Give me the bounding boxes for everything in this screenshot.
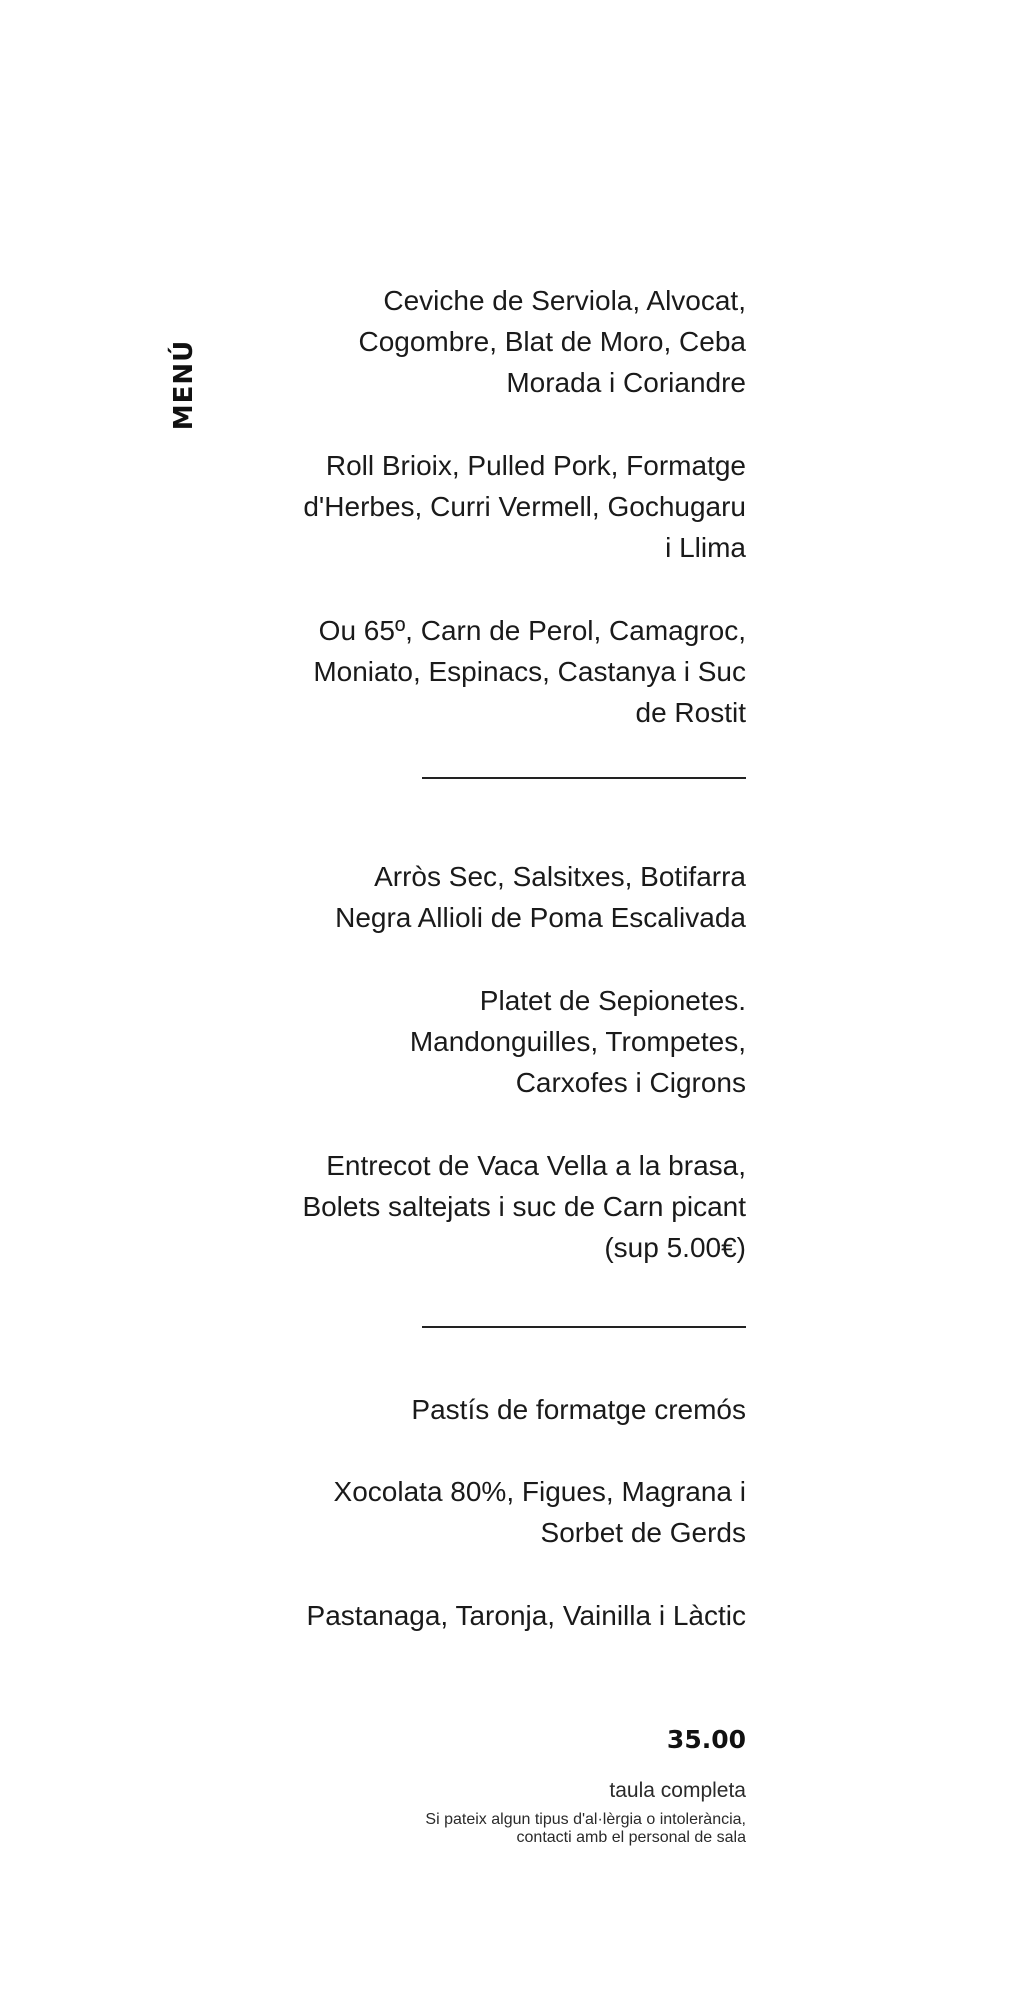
menu-section-mains-3 [226, 1145, 746, 1268]
dish-item: Pastís de formatge cremós [411, 1394, 746, 1425]
price-note: taula completa [609, 1779, 746, 1802]
menu-price: 35.00 [666, 1725, 746, 1754]
section-divider [422, 777, 746, 779]
menu-title: MENÚ [169, 339, 199, 431]
menu-section-desserts-2 [226, 1471, 746, 1553]
menu-section-desserts [226, 1389, 746, 1430]
menu-section-desserts-3 [226, 1595, 746, 1636]
dish-item: Platet de Sepionetes. Mandonguilles, Trompetes, Carxofes i Cigrons [409, 985, 746, 1098]
dish-item: Roll Brioix, Pulled Pork, Formatge d'Herbes, Curri Vermell, Gochugaru i Llima [303, 450, 746, 563]
menu-section-mains [226, 856, 746, 938]
dish-item: Ou 65º, Carn de Perol, Camagroc, Moniato, Espinacs, Castanya i Suc de Rostit [313, 615, 746, 728]
allergy-note: Si pateix algun tipus d'al·lèrgia o intolerància, contacti amb el personal de sala [425, 1811, 746, 1846]
dish-item: Pastanaga, Taronja, Vainilla i Làctic [306, 1600, 746, 1631]
dish-item: Xocolata 80%, Figues, Magrana i Sorbet de Gerds [333, 1476, 746, 1548]
menu-section-starters [226, 280, 746, 403]
dish-item: Ceviche de Serviola, Alvocat, Cogombre, Blat de Moro, Ceba Morada i Coriandre [358, 285, 746, 398]
menu-section-mains-2 [226, 980, 746, 1103]
menu-section-starters-2 [226, 445, 746, 568]
menu-section-starters-3 [226, 610, 746, 733]
section-divider [422, 1326, 746, 1328]
dish-item: Entrecot de Vaca Vella a la brasa, Bolets saltejats i suc de Carn picant (sup 5.00€) [302, 1150, 746, 1263]
dish-item: Arròs Sec, Salsitxes, Botifarra Negra Allioli de Poma Escalivada [335, 861, 746, 933]
